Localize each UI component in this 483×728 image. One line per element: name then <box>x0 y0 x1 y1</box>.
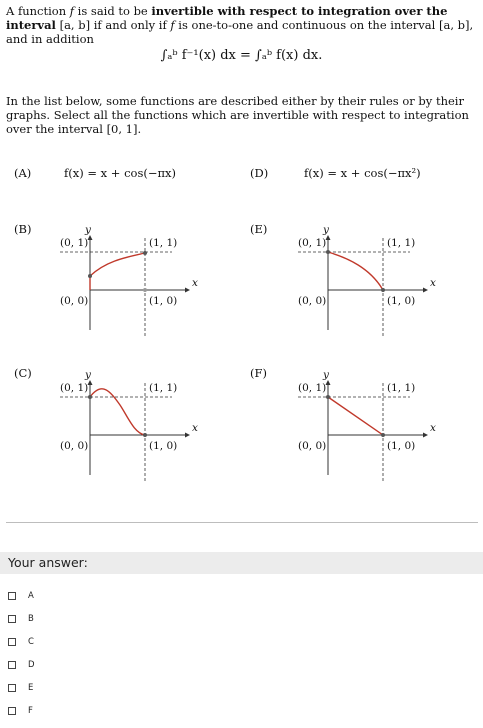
x-axis-label: x <box>192 277 198 289</box>
choice-label: D <box>28 660 35 670</box>
label-1-0: (1, 0) <box>387 440 416 452</box>
choice-e[interactable] <box>8 680 33 696</box>
option-f-label: (F) <box>250 366 267 380</box>
label-0-0: (0, 0) <box>298 440 327 452</box>
function-curve <box>328 252 383 290</box>
graph-f <box>288 365 438 485</box>
x-axis-arrow <box>423 433 428 438</box>
label-1-1: (1, 1) <box>387 382 416 394</box>
option-c-label: (C) <box>14 366 32 380</box>
graph-c <box>50 365 200 485</box>
graph-e <box>288 220 438 340</box>
choice-a[interactable] <box>8 588 34 604</box>
curve-start-dot <box>326 395 330 399</box>
answer-header <box>0 552 483 574</box>
choice-b[interactable] <box>8 611 34 627</box>
curve-start-dot <box>88 395 92 399</box>
curve-end-dot <box>381 288 385 292</box>
curve-start-dot <box>326 250 330 254</box>
checkbox[interactable] <box>8 592 16 600</box>
choice-label: E <box>28 683 34 693</box>
label-1-1: (1, 1) <box>149 237 178 249</box>
option-d-label: (D) <box>250 166 269 180</box>
intro-text: A function f is said to be invertible with respect to integration over the interval [a, b] if and only if f is one-to-one and continuous on the interval [a, b], and in addition <box>6 4 474 46</box>
choice-c[interactable] <box>8 634 34 650</box>
choice-label: B <box>28 614 34 624</box>
label-0-1: (0, 1) <box>298 237 327 249</box>
function-curve <box>90 389 145 435</box>
checkbox[interactable] <box>8 638 16 646</box>
curve-end-dot <box>381 433 385 437</box>
choice-label: C <box>28 637 34 647</box>
instructions-text: In the list below, some functions are described either by their rules or by their graphs. Select all the functions which are invertible with respect to integration over the interval [0, 1]. <box>6 94 469 136</box>
label-0-0: (0, 0) <box>60 440 89 452</box>
y-axis-label: y <box>323 369 329 381</box>
option-d-rule: f(x) = x + cos(−πx²) <box>304 166 421 180</box>
checkbox[interactable] <box>8 661 16 669</box>
answer-title: Your answer: <box>8 555 88 570</box>
label-0-0: (0, 0) <box>298 295 327 307</box>
x-axis-arrow <box>185 433 190 438</box>
integral-formula: ∫ₐᵇ f⁻¹(x) dx = ∫ₐᵇ f(x) dx. <box>160 48 323 63</box>
choice-d[interactable] <box>8 657 35 673</box>
checkbox[interactable] <box>8 615 16 623</box>
label-1-0: (1, 0) <box>387 295 416 307</box>
choice-f[interactable] <box>8 703 33 719</box>
x-axis-label: x <box>192 422 198 434</box>
point-1-0-dot <box>143 288 147 292</box>
function-curve <box>328 397 383 435</box>
x-axis-arrow <box>185 288 190 293</box>
label-0-0: (0, 0) <box>60 295 89 307</box>
checkbox[interactable] <box>8 684 16 692</box>
option-a-rule: f(x) = x + cos(−πx) <box>64 166 177 180</box>
label-1-1: (1, 1) <box>149 382 178 394</box>
function-curve <box>90 253 145 290</box>
y-axis-label: y <box>85 224 91 236</box>
graph-b <box>50 220 200 340</box>
label-1-1: (1, 1) <box>387 237 416 249</box>
y-axis-label: y <box>85 369 91 381</box>
y-axis-label: y <box>323 224 329 236</box>
curve-start-dot <box>88 274 92 278</box>
checkbox[interactable] <box>8 707 16 715</box>
label-0-1: (0, 1) <box>60 237 89 249</box>
choice-label: F <box>28 706 33 716</box>
label-0-1: (0, 1) <box>60 382 89 394</box>
x-axis-label: x <box>430 422 436 434</box>
option-a-label: (A) <box>14 166 32 180</box>
section-divider <box>6 522 478 523</box>
curve-end-dot <box>143 251 147 255</box>
label-1-0: (1, 0) <box>149 295 178 307</box>
label-1-0: (1, 0) <box>149 440 178 452</box>
label-0-1: (0, 1) <box>298 382 327 394</box>
choice-label: A <box>28 591 34 601</box>
curve-end-dot <box>143 433 147 437</box>
option-e-label: (E) <box>250 222 268 236</box>
x-axis-label: x <box>430 277 436 289</box>
x-axis-arrow <box>423 288 428 293</box>
option-b-label: (B) <box>14 222 32 236</box>
